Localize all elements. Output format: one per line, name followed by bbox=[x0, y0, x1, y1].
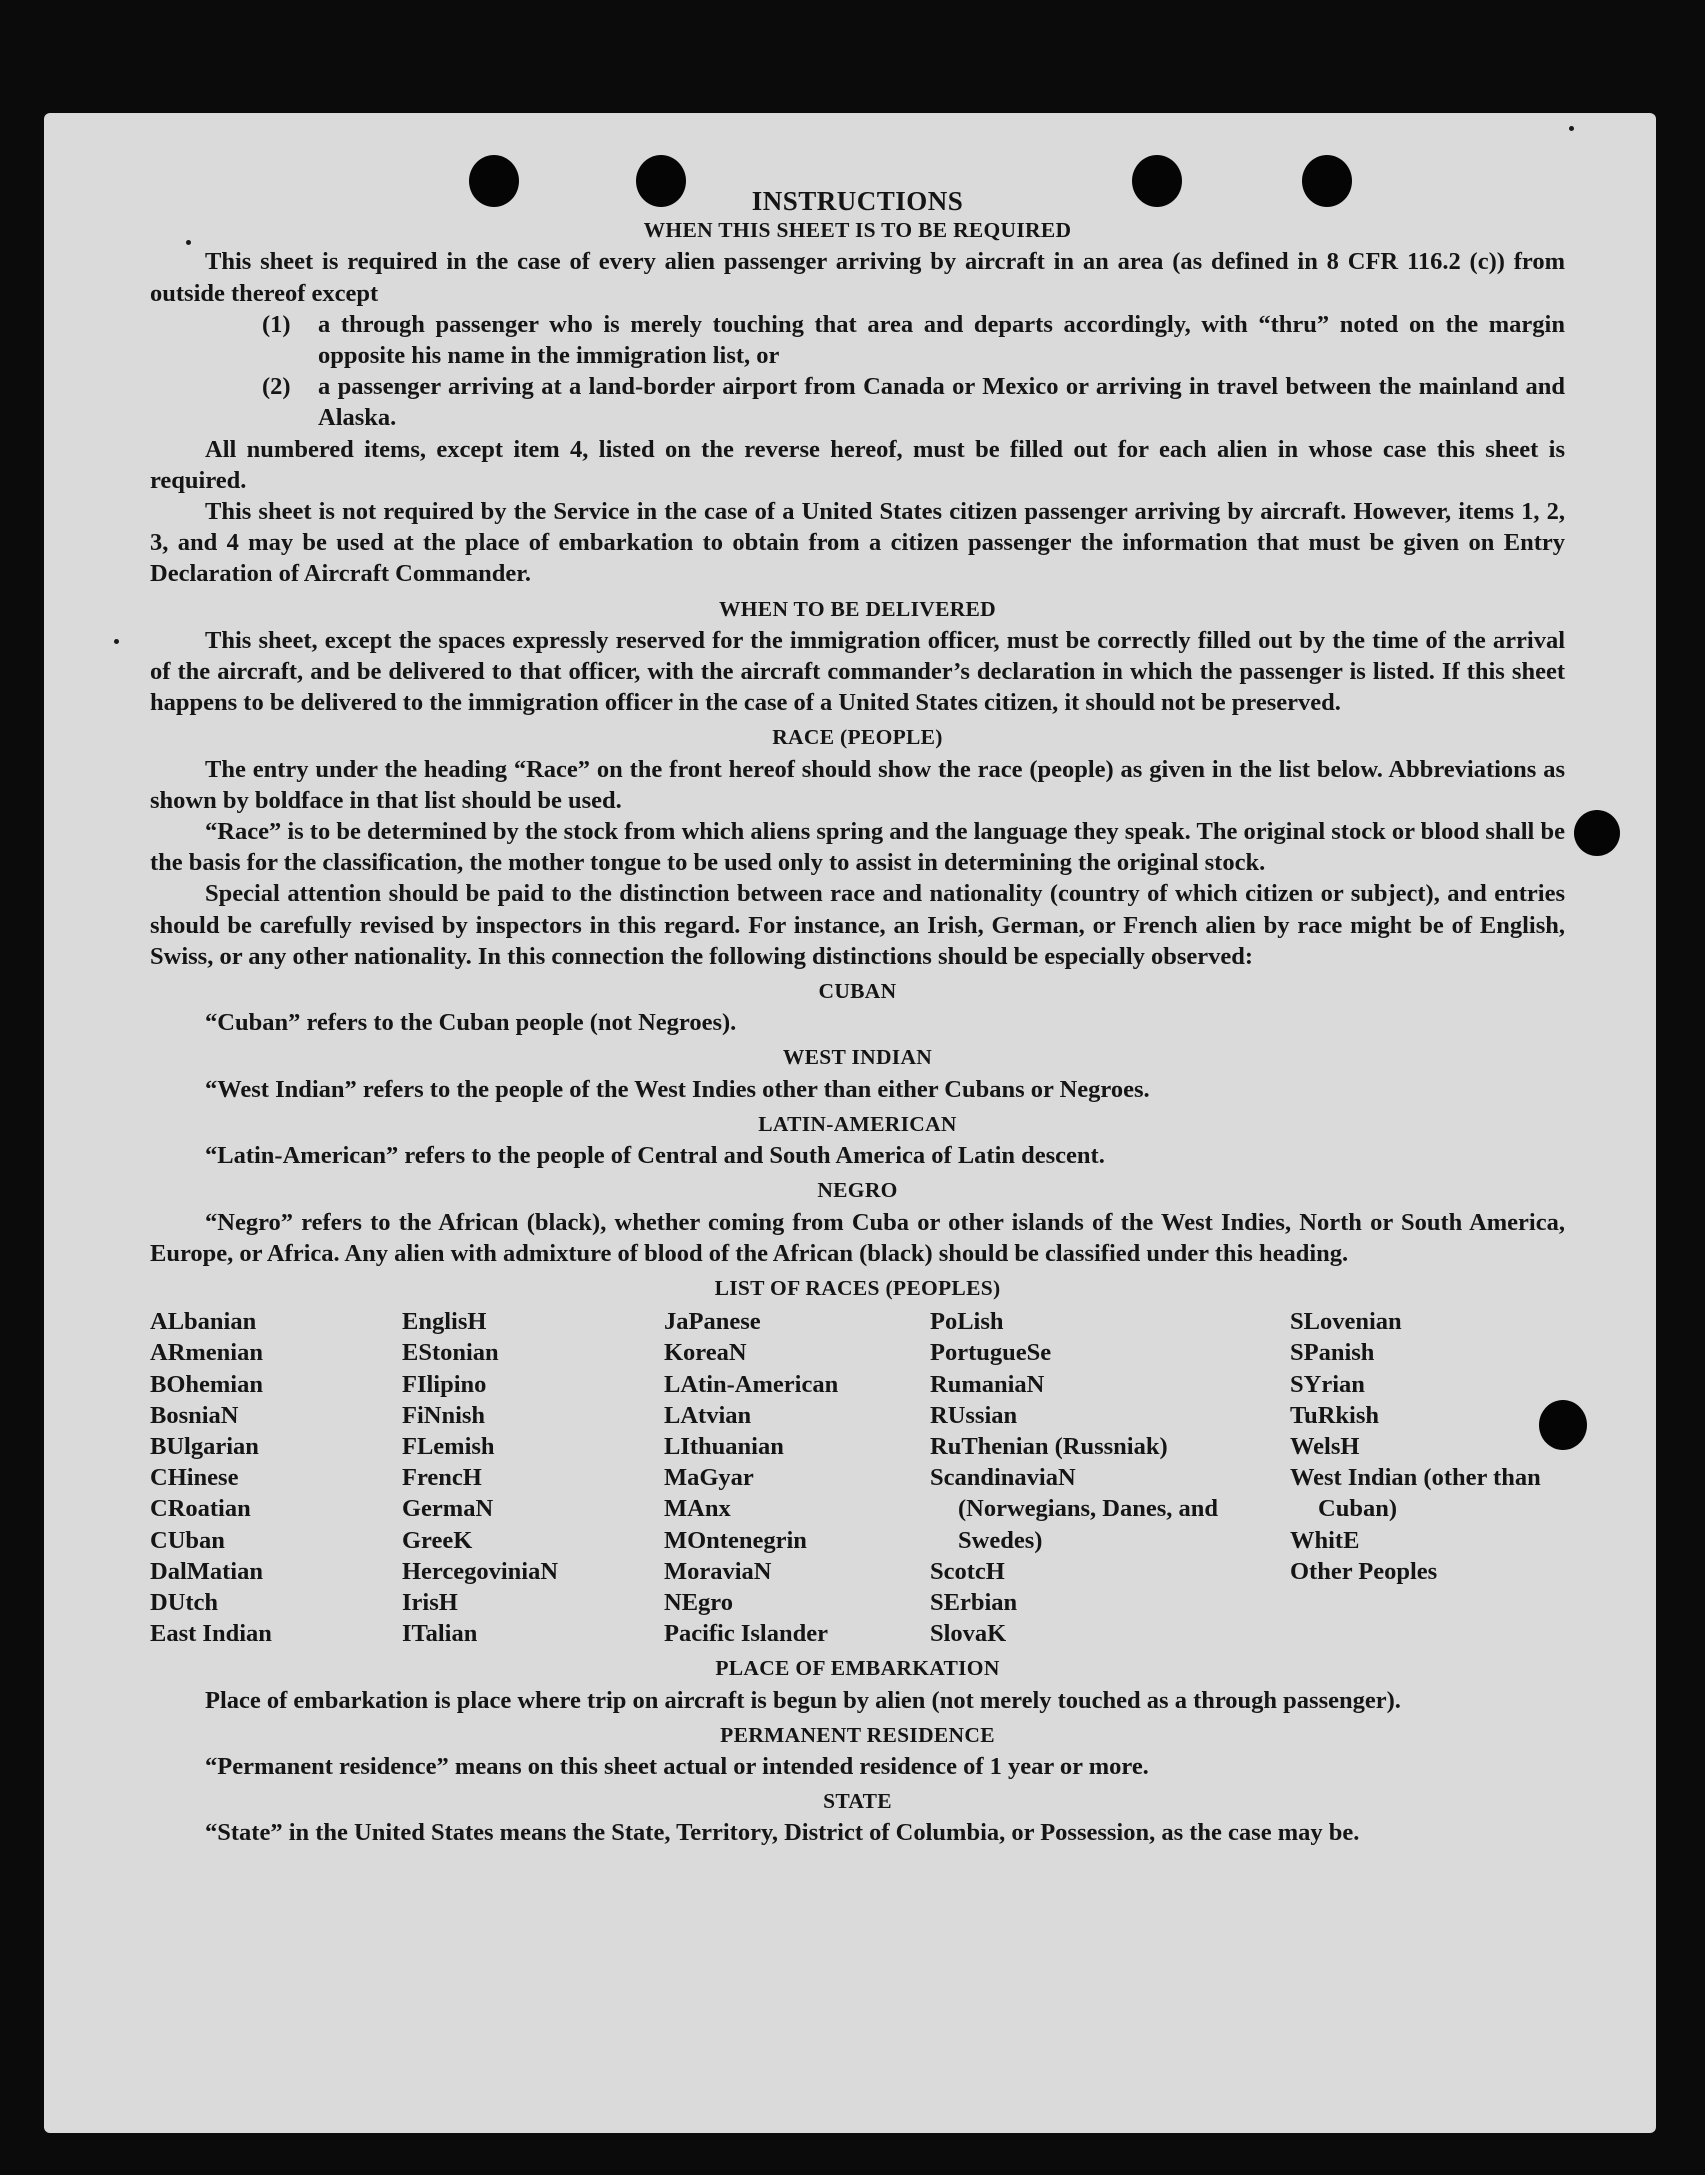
paragraph: “Race” is to be determined by the stock from which aliens spring and the language they speak. The original stock or blood shall be the basis for the classification, the mother tongue to be used only to assist in determining the original stock. bbox=[150, 818, 1565, 877]
race-item: LAtvian bbox=[664, 1401, 752, 1429]
race-item: SPanish bbox=[1290, 1339, 1375, 1367]
race-item: LAtin-American bbox=[664, 1370, 839, 1398]
race-item: EStonian bbox=[402, 1339, 499, 1367]
race-item: KoreaN bbox=[664, 1339, 747, 1367]
race-item: ScotcH bbox=[930, 1557, 1005, 1585]
race-item: LIthuanian bbox=[664, 1432, 784, 1460]
races-list bbox=[150, 1306, 1565, 1649]
race-item: FLemish bbox=[402, 1432, 495, 1460]
race-item: GermaN bbox=[402, 1495, 494, 1523]
races-column bbox=[150, 1306, 402, 1649]
race-item: ALbanian bbox=[150, 1308, 257, 1336]
race-item: DUtch bbox=[150, 1588, 219, 1616]
race-item: CUban bbox=[150, 1526, 225, 1554]
race-item: East Indian bbox=[150, 1620, 272, 1648]
punch-hole bbox=[1574, 810, 1620, 856]
race-item: CHinese bbox=[150, 1464, 239, 1492]
paragraph: “Latin-American” refers to the people of Central and South America of Latin descent. bbox=[205, 1142, 1105, 1170]
races-column bbox=[402, 1306, 664, 1649]
section-heading: NEGRO bbox=[817, 1178, 898, 1203]
races-column bbox=[930, 1306, 1250, 1649]
race-item: MoraviaN bbox=[664, 1557, 772, 1585]
race-item: SYrian bbox=[1290, 1370, 1365, 1398]
race-item: RuThenian (Russniak) bbox=[930, 1432, 1168, 1460]
race-item: FIlipino bbox=[402, 1370, 487, 1398]
race-item: Pacific Islander bbox=[664, 1620, 828, 1648]
race-item: ARmenian bbox=[150, 1339, 263, 1367]
item-text: a passenger arriving at a land-border airport from Canada or Mexico or arriving in travel between the mainland and Alaska. bbox=[318, 373, 1565, 432]
race-item: NEgro bbox=[664, 1588, 733, 1616]
ink-speck bbox=[1569, 126, 1574, 131]
race-item: IrisH bbox=[402, 1588, 458, 1616]
paragraph: All numbered items, except item 4, listed on the reverse hereof, must be filled out for each alien in whose case this sheet is required. bbox=[150, 435, 1565, 494]
race-item: WelsH bbox=[1290, 1432, 1360, 1460]
section-heading: CUBAN bbox=[818, 979, 897, 1004]
section-heading: WHEN TO BE DELIVERED bbox=[718, 596, 997, 621]
race-item: ITalian bbox=[402, 1620, 478, 1648]
paragraph: “Negro” refers to the African (black), whether coming from Cuba or other islands of the West Indies, North or South America, Europe, or Africa. Any alien with admixture of blood of the African (black) should be classified under this heading. bbox=[150, 1208, 1565, 1267]
race-item: FiNnish bbox=[402, 1401, 486, 1429]
race-item: BOhemian bbox=[150, 1370, 263, 1398]
race-item: DalMatian bbox=[150, 1557, 263, 1585]
section-heading: PLACE OF EMBARKATION bbox=[715, 1656, 1000, 1681]
item-number: (1) bbox=[262, 310, 291, 338]
race-item: CRoatian bbox=[150, 1495, 251, 1523]
list-item bbox=[150, 309, 1565, 371]
page-title: INSTRUCTIONS bbox=[751, 186, 964, 216]
race-item: FrencH bbox=[402, 1464, 482, 1492]
race-item: RumaniaN bbox=[930, 1370, 1045, 1398]
race-item: Other Peoples bbox=[1290, 1557, 1438, 1585]
races-column bbox=[1290, 1306, 1552, 1649]
race-item: SErbian bbox=[930, 1588, 1018, 1616]
paragraph: “Cuban” refers to the Cuban people (not Negroes). bbox=[205, 1009, 737, 1037]
section-heading: PERMANENT RESIDENCE bbox=[720, 1722, 995, 1747]
race-item: GreeK bbox=[402, 1526, 473, 1554]
race-item: WhitE bbox=[1290, 1526, 1360, 1554]
paragraph: Special attention should be paid to the distinction between race and nationality (country of which citizen or subject), and entries should be carefully revised by inspectors in this regard. For instance, an Irish, German, or French alien by race might be of English, Swiss, or any other nationality. In this connection the following distinctions should be especially observed: bbox=[150, 880, 1565, 970]
item-number: (2) bbox=[262, 373, 291, 401]
item-text: a through passenger who is merely touching that area and departs accordingly, with “thru” noted on the margin opposite his name in the immigration list, or bbox=[318, 310, 1565, 370]
paragraph: Place of embarkation is place where trip on aircraft is begun by alien (not merely touched as a through passenger). bbox=[205, 1686, 1401, 1714]
race-item: West Indian (other than Cuban) bbox=[1290, 1464, 1541, 1523]
section-heading: WEST INDIAN bbox=[782, 1045, 933, 1070]
paragraph: “Permanent residence” means on this sheet actual or intended residence of 1 year or more. bbox=[205, 1752, 1149, 1780]
race-item: SlovaK bbox=[930, 1620, 1007, 1648]
race-item: TuRkish bbox=[1290, 1401, 1380, 1429]
ink-speck bbox=[114, 639, 119, 644]
section-heading: STATE bbox=[823, 1789, 892, 1814]
race-item: BosniaN bbox=[150, 1401, 239, 1429]
race-item: MOntenegrin bbox=[664, 1526, 807, 1554]
section-heading: RACE (PEOPLE) bbox=[772, 725, 943, 750]
paragraph: This sheet is required in the case of every alien passenger arriving by aircraft in an area (as defined in 8 CFR 116.2 (c)) from outside thereof except bbox=[150, 248, 1565, 307]
instructions-content bbox=[150, 186, 1565, 1849]
section-heading: LIST OF RACES (PEOPLES) bbox=[714, 1275, 1001, 1300]
race-item: BUlgarian bbox=[150, 1432, 259, 1460]
race-item: MAnx bbox=[664, 1495, 731, 1523]
paragraph: This sheet is not required by the Service in the case of a United States citizen passenger arriving by aircraft. However, items 1, 2, 3, and 4 may be used at the place of embarkation to obtain from a citizen passenger the information that must be given on Entry Declaration of Aircraft Commander. bbox=[150, 498, 1565, 588]
races-column bbox=[664, 1306, 930, 1649]
list-item bbox=[150, 371, 1565, 433]
race-item: PoLish bbox=[930, 1308, 1004, 1336]
paragraph: “West Indian” refers to the people of the West Indies other than either Cubans or Negroes. bbox=[205, 1075, 1150, 1103]
race-item: MaGyar bbox=[664, 1464, 754, 1492]
paragraph: “State” in the United States means the State, Territory, District of Columbia, or Possession, as the case may be. bbox=[205, 1819, 1360, 1847]
race-item: HercegoviniaN bbox=[402, 1557, 559, 1585]
section-heading: WHEN THIS SHEET IS TO BE REQUIRED bbox=[643, 218, 1072, 243]
race-item: PortugueSe bbox=[930, 1339, 1052, 1367]
paragraph: The entry under the heading “Race” on the front hereof should show the race (people) as given in the list below. Abbreviations as shown by boldface in that list should be used. bbox=[150, 755, 1565, 814]
race-item: SLovenian bbox=[1290, 1308, 1402, 1336]
race-item: RUssian bbox=[930, 1401, 1018, 1429]
section-heading: LATIN-AMERICAN bbox=[758, 1111, 957, 1136]
race-item: JaPanese bbox=[664, 1308, 761, 1336]
race-item: EnglisH bbox=[402, 1308, 487, 1336]
race-item: ScandinaviaN (Norwegians, Danes, and Swedes) bbox=[930, 1464, 1218, 1554]
paragraph: This sheet, except the spaces expressly reserved for the immigration officer, must be correctly filled out by the time of the arrival of the aircraft, and be delivered to that officer, with the aircraft commander’s declaration in which the passenger is listed. If this sheet happens to be delivered to the immigration officer in the case of a United States citizen, it should not be preserved. bbox=[150, 626, 1565, 717]
